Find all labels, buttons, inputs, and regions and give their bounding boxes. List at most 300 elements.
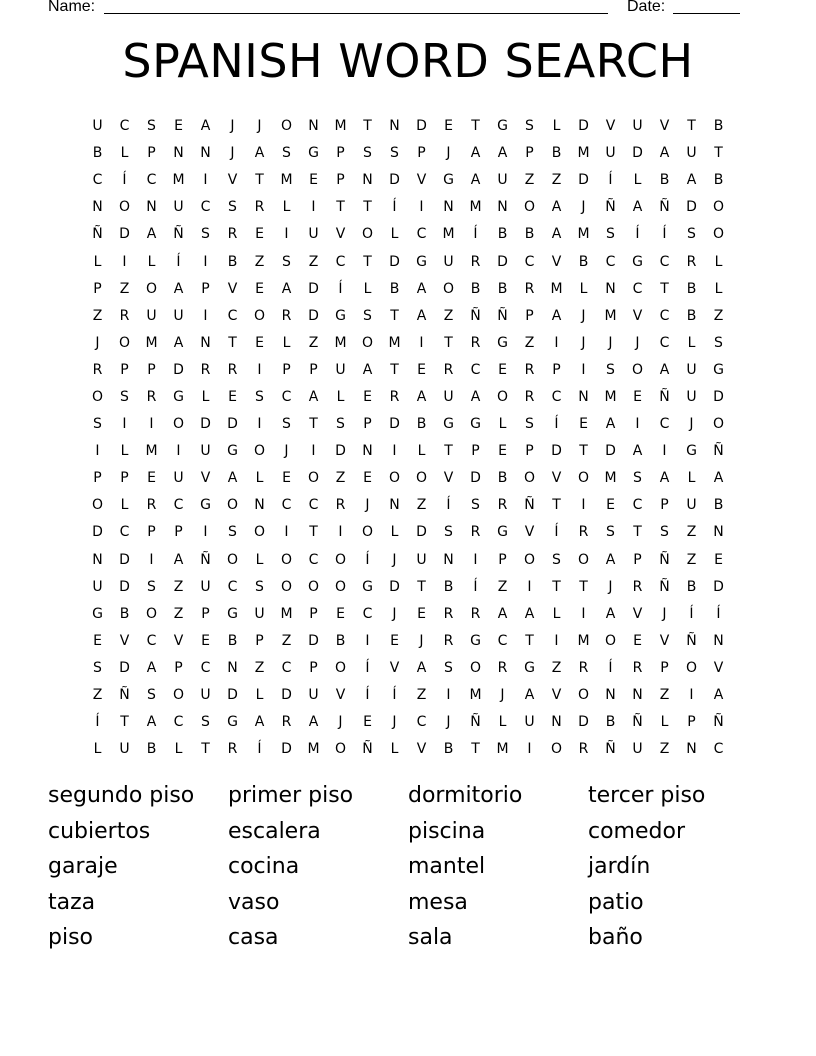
grid-letter[interactable]: C [416,714,427,731]
grid-letter[interactable]: L [336,388,345,405]
grid-letter[interactable]: B [443,578,454,595]
grid-letter[interactable]: O [226,551,239,568]
grid-letter[interactable]: N [551,714,562,731]
grid-letter[interactable]: C [632,280,643,297]
grid-letter[interactable]: B [713,172,724,189]
grid-letter[interactable]: C [308,497,319,514]
grid-letter[interactable]: D [227,687,238,704]
grid-letter[interactable]: C [659,307,670,324]
grid-letter[interactable]: Í [176,253,181,270]
grid-letter[interactable]: U [254,605,265,622]
grid-letter[interactable]: C [146,172,157,189]
grid-letter[interactable]: Ñ [173,226,184,243]
grid-letter[interactable]: U [335,361,346,378]
grid-letter[interactable]: G [497,334,508,351]
grid-letter[interactable]: D [416,524,427,541]
grid-letter[interactable]: N [92,199,103,216]
grid-letter[interactable]: B [497,470,508,487]
grid-letter[interactable]: O [469,659,482,676]
grid-letter[interactable]: B [605,714,616,731]
grid-letter[interactable]: N [362,172,373,189]
grid-letter[interactable]: S [444,524,453,541]
grid-letter[interactable]: A [605,605,616,622]
grid-letter[interactable]: C [551,388,562,405]
grid-letter[interactable]: A [605,416,616,433]
grid-letter[interactable]: E [390,632,399,649]
grid-letter[interactable]: U [443,388,454,405]
grid-letter[interactable]: S [93,659,102,676]
grid-letter[interactable]: C [92,172,103,189]
grid-letter[interactable]: S [633,470,642,487]
grid-letter[interactable]: U [443,253,454,270]
grid-letter[interactable]: O [361,524,374,541]
grid-letter[interactable]: A [173,334,184,351]
grid-letter[interactable]: O [334,659,347,676]
grid-letter[interactable]: T [228,334,237,351]
grid-letter[interactable]: L [714,253,723,270]
grid-letter[interactable]: T [390,361,399,378]
grid-letter[interactable]: O [253,524,266,541]
grid-letter[interactable]: Z [443,307,454,324]
grid-letter[interactable]: R [470,253,481,270]
grid-letter[interactable]: S [525,118,534,135]
grid-letter[interactable]: I [122,416,127,433]
grid-letter[interactable]: J [284,443,289,460]
grid-letter[interactable]: I [203,524,208,541]
grid-letter[interactable]: U [686,361,697,378]
grid-letter[interactable]: S [606,524,615,541]
grid-letter[interactable]: S [282,416,291,433]
grid-letter[interactable]: I [527,741,532,758]
grid-letter[interactable]: G [308,145,319,162]
grid-letter[interactable]: V [632,605,643,622]
grid-letter[interactable]: M [577,226,590,243]
grid-letter[interactable]: N [173,145,184,162]
grid-letter[interactable]: P [120,361,129,378]
grid-letter[interactable]: C [659,416,670,433]
grid-letter[interactable]: S [282,253,291,270]
grid-letter[interactable]: J [392,551,397,568]
grid-letter[interactable]: E [498,443,507,460]
grid-letter[interactable]: O [118,334,131,351]
grid-letter[interactable]: P [309,605,318,622]
grid-letter[interactable]: N [200,334,211,351]
grid-letter[interactable]: S [201,226,210,243]
grid-letter[interactable]: O [712,199,725,216]
grid-letter[interactable]: E [255,334,264,351]
grid-letter[interactable]: Ñ [470,307,481,324]
grid-letter[interactable]: P [363,416,372,433]
grid-letter[interactable]: B [227,632,238,649]
grid-letter[interactable]: S [201,714,210,731]
grid-letter[interactable]: U [686,145,697,162]
grid-letter[interactable]: N [308,118,319,135]
grid-letter[interactable]: Z [416,497,427,514]
grid-letter[interactable]: E [336,605,345,622]
grid-letter[interactable]: E [309,172,318,189]
grid-letter[interactable]: R [524,361,535,378]
grid-letter[interactable]: C [146,632,157,649]
grid-letter[interactable]: S [552,551,561,568]
grid-letter[interactable]: Z [173,605,184,622]
grid-letter[interactable]: O [577,470,590,487]
grid-letter[interactable]: T [660,280,669,297]
grid-letter[interactable]: D [470,470,481,487]
grid-letter[interactable]: Z [524,172,535,189]
grid-letter[interactable]: Z [713,307,724,324]
grid-letter[interactable]: U [632,741,643,758]
grid-letter[interactable]: I [581,605,586,622]
grid-letter[interactable]: D [119,578,130,595]
grid-letter[interactable]: B [92,145,103,162]
grid-letter[interactable]: C [227,578,238,595]
grid-letter[interactable]: O [415,470,428,487]
grid-letter[interactable]: L [390,741,399,758]
grid-letter[interactable]: M [604,307,617,324]
grid-letter[interactable]: N [227,659,238,676]
grid-letter[interactable]: N [146,199,157,216]
grid-letter[interactable]: O [280,551,293,568]
grid-letter[interactable]: T [255,172,264,189]
grid-letter[interactable]: O [361,226,374,243]
grid-letter[interactable]: T [444,334,453,351]
grid-letter[interactable]: R [497,659,508,676]
grid-letter[interactable]: P [633,551,642,568]
grid-letter[interactable]: A [362,361,373,378]
grid-letter[interactable]: T [363,118,372,135]
grid-letter[interactable]: O [145,605,158,622]
grid-letter[interactable]: A [146,714,157,731]
grid-letter[interactable]: E [498,361,507,378]
grid-letter[interactable]: Í [608,172,613,189]
grid-letter[interactable]: I [176,443,181,460]
grid-letter[interactable]: S [255,388,264,405]
grid-letter[interactable]: R [470,605,481,622]
grid-letter[interactable]: Í [635,226,640,243]
grid-letter[interactable]: T [471,118,480,135]
grid-letter[interactable]: T [390,307,399,324]
grid-letter[interactable]: D [686,199,697,216]
grid-letter[interactable]: E [633,388,642,405]
grid-letter[interactable]: G [443,172,454,189]
grid-letter[interactable]: G [416,253,427,270]
grid-letter[interactable]: S [228,199,237,216]
grid-letter[interactable]: A [551,199,562,216]
grid-letter[interactable]: S [228,524,237,541]
grid-letter[interactable]: R [443,632,454,649]
grid-letter[interactable]: O [253,443,266,460]
grid-letter[interactable]: N [497,199,508,216]
grid-letter[interactable]: N [92,551,103,568]
grid-letter[interactable]: Ñ [659,388,670,405]
grid-letter[interactable]: I [581,361,586,378]
grid-letter[interactable]: R [281,307,292,324]
grid-letter[interactable]: P [552,361,561,378]
grid-letter[interactable]: N [254,497,265,514]
grid-letter[interactable]: I [419,199,424,216]
grid-letter[interactable]: D [713,388,724,405]
grid-letter[interactable]: J [446,714,451,731]
grid-letter[interactable]: C [119,524,130,541]
grid-letter[interactable]: E [282,470,291,487]
grid-letter[interactable]: T [552,578,561,595]
grid-letter[interactable]: V [659,632,670,649]
grid-letter[interactable]: B [497,226,508,243]
grid-letter[interactable]: P [120,470,129,487]
grid-letter[interactable]: I [95,443,100,460]
grid-letter[interactable]: P [525,443,534,460]
grid-letter[interactable]: B [713,497,724,514]
grid-letter[interactable]: N [578,388,589,405]
grid-letter[interactable]: T [525,632,534,649]
grid-letter[interactable]: O [523,199,536,216]
grid-letter[interactable]: U [632,118,643,135]
grid-letter[interactable]: O [442,280,455,297]
grid-letter[interactable]: T [471,741,480,758]
grid-letter[interactable]: C [713,741,724,758]
grid-letter[interactable]: E [606,497,615,514]
grid-letter[interactable]: V [200,470,211,487]
grid-letter[interactable]: Í [554,524,559,541]
grid-letter[interactable]: D [389,578,400,595]
grid-letter[interactable]: Z [119,280,130,297]
grid-letter[interactable]: I [203,307,208,324]
grid-letter[interactable]: G [686,443,697,460]
grid-letter[interactable]: I [419,334,424,351]
grid-letter[interactable]: C [119,118,130,135]
grid-letter[interactable]: A [470,388,481,405]
grid-letter[interactable]: L [633,172,642,189]
grid-letter[interactable]: V [632,307,643,324]
grid-letter[interactable]: I [203,253,208,270]
grid-letter[interactable]: G [632,253,643,270]
grid-letter[interactable]: P [93,280,102,297]
grid-letter[interactable]: C [524,253,535,270]
grid-letter[interactable]: L [255,687,264,704]
grid-letter[interactable]: B [470,280,481,297]
grid-letter[interactable]: S [606,226,615,243]
grid-letter[interactable]: O [145,280,158,297]
grid-letter[interactable]: A [200,118,211,135]
grid-letter[interactable]: Z [254,253,265,270]
grid-letter[interactable]: J [581,334,586,351]
grid-letter[interactable]: Í [392,687,397,704]
grid-letter[interactable]: P [201,605,210,622]
grid-letter[interactable]: A [551,226,562,243]
grid-letter[interactable]: G [335,307,346,324]
grid-letter[interactable]: L [687,470,696,487]
grid-letter[interactable]: U [200,687,211,704]
grid-letter[interactable]: U [605,145,616,162]
grid-letter[interactable]: O [523,551,536,568]
grid-letter[interactable]: T [363,199,372,216]
grid-letter[interactable]: C [173,714,184,731]
grid-letter[interactable]: Z [92,687,103,704]
grid-letter[interactable]: U [92,118,103,135]
grid-letter[interactable]: U [200,443,211,460]
grid-letter[interactable]: L [174,741,183,758]
grid-letter[interactable]: M [442,226,455,243]
grid-letter[interactable]: P [309,361,318,378]
grid-letter[interactable]: A [713,687,724,704]
grid-letter[interactable]: P [687,714,696,731]
grid-letter[interactable]: J [230,118,235,135]
grid-letter[interactable]: T [201,741,210,758]
grid-letter[interactable]: O [577,687,590,704]
grid-letter[interactable]: D [578,172,589,189]
grid-letter[interactable]: E [255,226,264,243]
grid-letter[interactable]: R [497,497,508,514]
name-field[interactable] [104,13,608,14]
grid-letter[interactable]: U [146,307,157,324]
grid-letter[interactable]: Z [551,659,562,676]
grid-letter[interactable]: R [227,741,238,758]
grid-letter[interactable]: O [604,632,617,649]
grid-letter[interactable]: V [416,741,427,758]
grid-letter[interactable]: V [551,253,562,270]
grid-letter[interactable]: J [608,578,613,595]
grid-letter[interactable]: O [172,416,185,433]
grid-letter[interactable]: M [172,172,185,189]
grid-letter[interactable]: I [284,226,289,243]
grid-letter[interactable]: B [119,605,130,622]
grid-letter[interactable]: Z [524,334,535,351]
grid-letter[interactable]: G [362,578,373,595]
grid-letter[interactable]: M [577,632,590,649]
grid-letter[interactable]: V [524,524,535,541]
grid-letter[interactable]: R [578,741,589,758]
grid-letter[interactable]: O [253,307,266,324]
grid-letter[interactable]: Ñ [605,741,616,758]
grid-letter[interactable]: Í [473,226,478,243]
grid-letter[interactable]: C [605,253,616,270]
grid-letter[interactable]: A [551,307,562,324]
grid-letter[interactable]: S [471,497,480,514]
grid-letter[interactable]: O [307,470,320,487]
grid-letter[interactable]: E [363,714,372,731]
grid-letter[interactable]: Í [257,741,262,758]
grid-letter[interactable]: A [686,172,697,189]
grid-letter[interactable]: T [444,443,453,460]
grid-letter[interactable]: O [631,361,644,378]
grid-letter[interactable]: R [146,388,157,405]
grid-letter[interactable]: N [443,551,454,568]
grid-letter[interactable]: C [362,605,373,622]
grid-letter[interactable]: N [200,145,211,162]
grid-letter[interactable]: Z [497,578,508,595]
grid-letter[interactable]: E [228,388,237,405]
grid-letter[interactable]: O [523,470,536,487]
grid-letter[interactable]: M [334,118,347,135]
grid-letter[interactable]: P [336,172,345,189]
grid-letter[interactable]: A [146,659,157,676]
grid-letter[interactable]: O [496,388,509,405]
grid-letter[interactable]: C [200,659,211,676]
grid-letter[interactable]: L [282,199,291,216]
grid-letter[interactable]: N [389,118,400,135]
grid-letter[interactable]: S [660,524,669,541]
grid-letter[interactable]: I [257,361,262,378]
grid-letter[interactable]: D [389,172,400,189]
grid-letter[interactable]: C [659,253,670,270]
grid-letter[interactable]: Í [473,578,478,595]
grid-letter[interactable]: J [392,605,397,622]
grid-letter[interactable]: L [120,497,129,514]
grid-letter[interactable]: B [416,416,427,433]
grid-letter[interactable]: G [200,497,211,514]
grid-letter[interactable]: Ñ [632,714,643,731]
grid-letter[interactable]: N [443,199,454,216]
grid-letter[interactable]: R [524,388,535,405]
grid-letter[interactable]: S [120,388,129,405]
grid-letter[interactable]: Z [686,551,697,568]
grid-letter[interactable]: L [120,145,129,162]
grid-letter[interactable]: P [255,632,264,649]
grid-letter[interactable]: N [713,524,724,541]
grid-letter[interactable]: I [662,443,667,460]
grid-letter[interactable]: L [201,388,210,405]
grid-letter[interactable]: D [308,632,319,649]
grid-letter[interactable]: I [338,524,343,541]
grid-letter[interactable]: P [201,280,210,297]
grid-letter[interactable]: C [200,199,211,216]
grid-letter[interactable]: M [307,741,320,758]
grid-letter[interactable]: L [255,470,264,487]
grid-letter[interactable]: L [714,280,723,297]
grid-letter[interactable]: O [388,470,401,487]
grid-letter[interactable]: G [227,605,238,622]
grid-letter[interactable]: U [173,199,184,216]
grid-letter[interactable]: Ñ [497,307,508,324]
grid-letter[interactable]: R [632,578,643,595]
grid-letter[interactable]: Ñ [92,226,103,243]
grid-letter[interactable]: U [173,470,184,487]
grid-letter[interactable]: T [687,118,696,135]
grid-letter[interactable]: I [473,551,478,568]
grid-letter[interactable]: O [550,741,563,758]
grid-letter[interactable]: A [497,605,508,622]
grid-letter[interactable]: R [578,524,589,541]
grid-letter[interactable]: O [685,659,698,676]
grid-letter[interactable]: J [95,334,100,351]
grid-letter[interactable]: V [713,659,724,676]
grid-letter[interactable]: I [446,687,451,704]
grid-letter[interactable]: S [282,145,291,162]
grid-letter[interactable]: T [417,578,426,595]
grid-letter[interactable]: A [470,145,481,162]
grid-letter[interactable]: R [443,361,454,378]
grid-letter[interactable]: P [660,497,669,514]
grid-letter[interactable]: Ñ [659,551,670,568]
grid-letter[interactable]: O [712,416,725,433]
grid-letter[interactable]: Í [662,226,667,243]
grid-letter[interactable]: P [660,659,669,676]
grid-letter[interactable]: B [686,280,697,297]
grid-letter[interactable]: O [712,226,725,243]
grid-letter[interactable]: J [581,307,586,324]
grid-letter[interactable]: G [443,416,454,433]
grid-letter[interactable]: A [659,361,670,378]
grid-letter[interactable]: E [201,632,210,649]
grid-letter[interactable]: Ñ [713,443,724,460]
grid-letter[interactable]: R [335,497,346,514]
grid-letter[interactable]: D [227,416,238,433]
grid-letter[interactable]: A [713,470,724,487]
grid-letter[interactable]: G [470,416,481,433]
grid-letter[interactable]: O [334,551,347,568]
grid-letter[interactable]: A [632,443,643,460]
grid-letter[interactable]: D [119,659,130,676]
